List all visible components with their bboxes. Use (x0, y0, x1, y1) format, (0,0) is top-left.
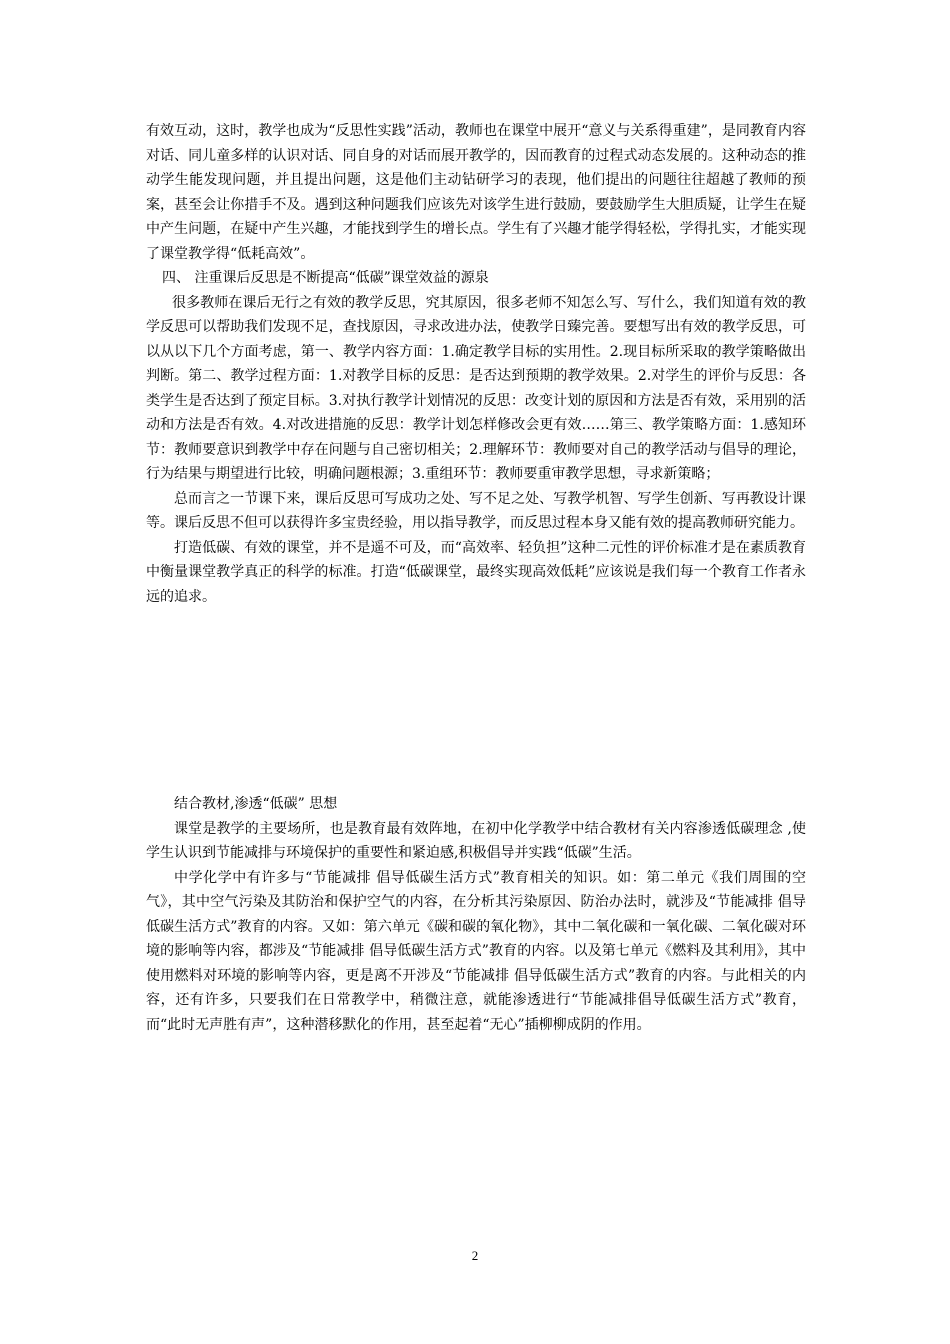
page-number: 2 (471, 1248, 479, 1263)
section-heading-four: 四、 注重课后反思是不断提高“低碳”课堂效益的源泉 (162, 270, 489, 286)
section-one (146, 119, 806, 609)
classroom-paragraph: 课堂是教学的主要场所，也是教育最有效阵地，在初中化学教学中结合教材有关内容渗透低碳理念 ,使学生认识到节能减排与环境保护的重要性和紧迫感,积极倡导并实践“低碳”生活。 (146, 820, 806, 861)
section-two (146, 792, 806, 1037)
conclusion-paragraph: 打造低碳、有效的课堂，并不是遥不可及，而“高效率、轻负担”这种二元性的评价标准才是在素质教育中衡量课堂教学真正的科学的标准。打造“低碳课堂，最终实现高效低耗”应该说是我们每一个教育工作者永远的追求。 (146, 539, 806, 605)
chemistry-paragraph: 中学化学中有许多与“节能减排 倡导低碳生活方式”教育相关的知识。如：第二单元《我们周围的空气》，其中空气污染及其防治和保护空气的内容，在分析其污染原因、防治办法时，就涉及“节能减排 倡导低碳生活方式”教育的内容。又如：第六单元《碳和碳的氧化物》，其中二氧化碳和一氧化碳、二氧化碳对环境的影响等内容，都涉及“节能减排 倡导低碳生活方式”教育的内容。以及第七单元《燃料及其利用》，其中使用燃料对环境的影响等内容，更是离不开涉及“节能减排 倡导低碳生活方式”教育的内容。与此相关的内容，还有许多，只要我们在日常教学中，稍微注意，就能渗透进行“节能减排倡导低碳生活方式”教育，而“此时无声胜有声”，这种潜移默化的作用，甚至起着“无心”插柳柳成阴的作用。 (146, 869, 806, 1033)
summary-paragraph: 总而言之一节课下来，课后反思可写成功之处、写不足之处、写教学机智、写学生创新、写再教设计课等。课后反思不但可以获得许多宝贵经验，用以指导教学，而反思过程本身又能有效的提高教师研究能力。 (146, 490, 806, 531)
section-heading-low-carbon: 结合教材,渗透“低碳” 思想 (174, 796, 338, 812)
reflection-paragraph: 很多教师在课后无行之有效的教学反思，究其原因，很多老师不知怎么写、写什么，我们知道有效的教学反思可以帮助我们发现不足，查找原因，寻求改进办法，使教学日臻完善。要想写出有效的教学反思，可以从以下几个方面考虑，第一、教学内容方面：1.确定教学目标的实用性。2.现目标所采取的教学策略做出判断。第二、教学过程方面：1.对教学目标的反思：是否达到预期的教学效果。2.对学生的评价与反思：各类学生是否达到了预定目标。3.对执行教学计划情况的反思：改变计划的原因和方法是否有效，采用别的活动和方法是否有效。4.对改进措施的反思：教学计划怎样修改会更有效……第三、教学策略方面：1.感知环节：教师要意识到教学中存在问题与自己密切相关；2.理解环节：教师要对自己的教学活动与倡导的理论，行为结果与期望进行比较，明确问题根源；3.重组环节：教师要重审教学思想，寻求新策略； (146, 294, 806, 482)
continuation-paragraph: 有效互动，这时，教学也成为“反思性实践”活动，教师也在课堂中展开“意义与关系得重建”，是同教育内容对话、同儿童多样的认识对话、同自身的对话而展开教学的，因而教育的过程式动态发展的。这种动态的推动学生能发现问题，并且提出问题，这是他们主动钻研学习的表现，他们提出的问题往往超越了教师的预案，甚至会让你措手不及。遇到这种问题我们应该先对该学生进行鼓励，要鼓励学生大胆质疑，让学生在疑中产生问题，在疑中产生兴趣，才能找到学生的增长点。学生有了兴趣才能学得轻松，学得扎实，才能实现了课堂教学得“低耗高效”。 (146, 123, 806, 262)
